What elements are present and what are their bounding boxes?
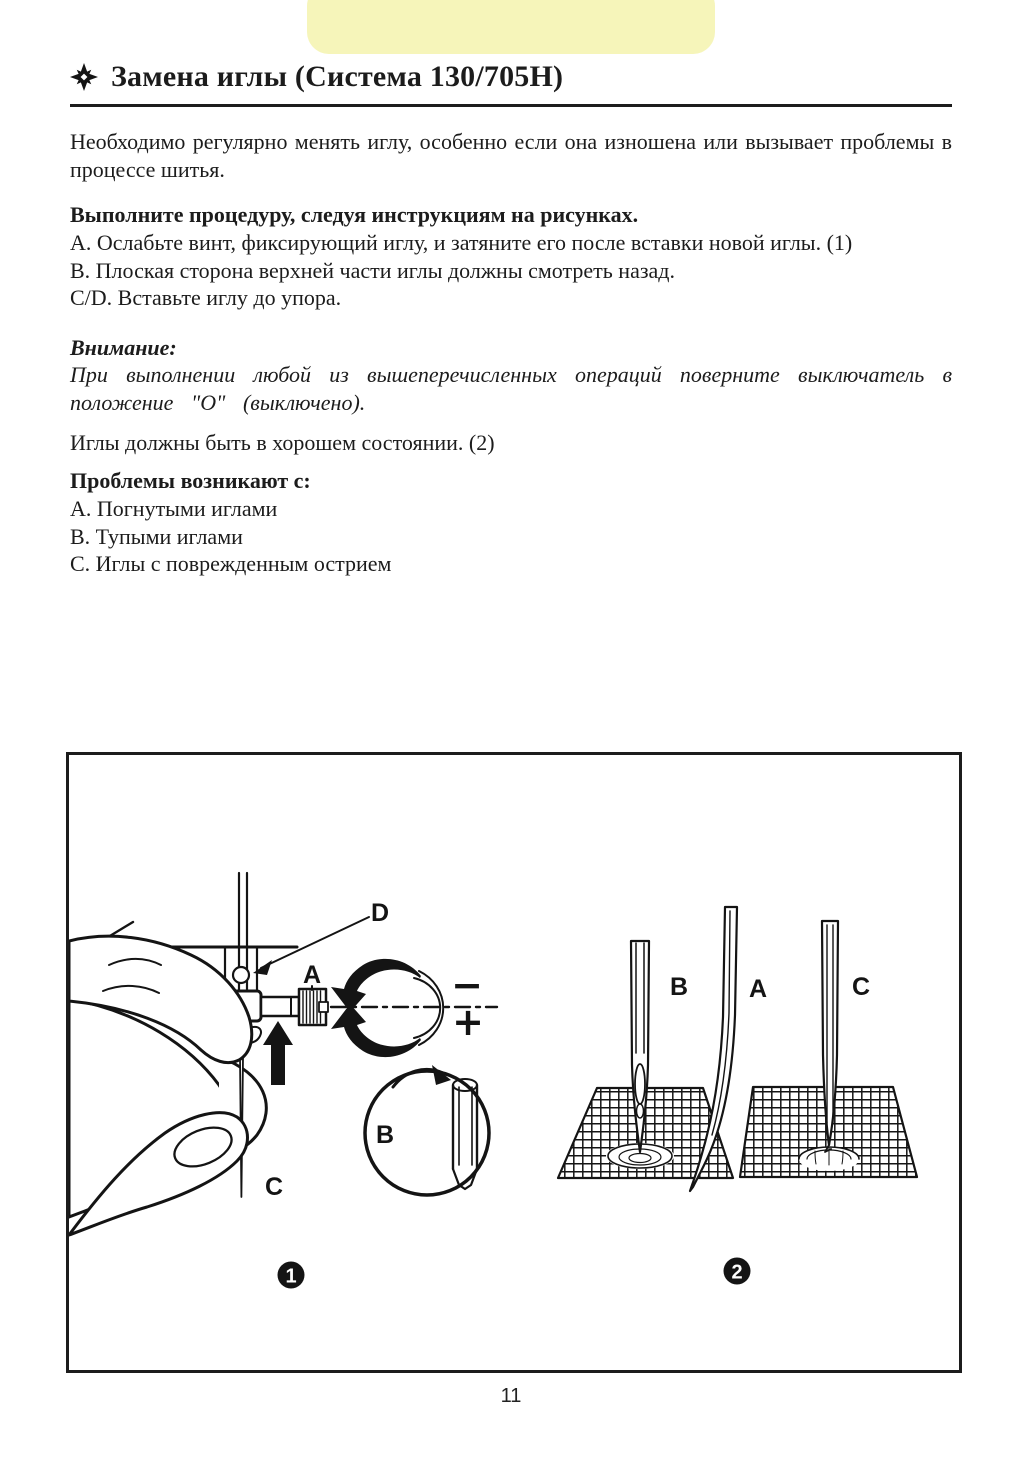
plus-sign: + (452, 1000, 484, 1044)
problems-heading: Проблемы возникают с: (70, 468, 311, 493)
label-c: C (265, 1173, 284, 1201)
label-a: A (749, 975, 768, 1003)
warning-body: При выполнении любой из вышеперечисленных операций поверните выключатель в положение "О" (выключено). (70, 362, 952, 415)
needle-flat-side-inset (365, 1065, 489, 1195)
procedure-step: C/D. Вставьте иглу до упора. (70, 285, 342, 311)
label-c: C (852, 973, 871, 1001)
label-d: D (371, 899, 390, 927)
title-divider (70, 104, 952, 107)
condition-note: Иглы должны быть в хорошем состоянии. (2) (70, 430, 495, 455)
panel2-damaged-needles (558, 907, 917, 1285)
star-icon (70, 63, 98, 91)
procedure-steps (70, 229, 952, 312)
needle-slot (233, 967, 249, 983)
intro-paragraph: Необходимо регулярно менять иглу, особенно если она изношена или вызывает проблемы в процессе шитья. (70, 129, 952, 182)
procedure-step: В. Плоская сторона верхней части иглы должны смотреть назад. (70, 257, 675, 283)
procedure-step: А. Ослабьте винт, фиксирующий иглу, и затяните его после вставки новой иглы. (1) (70, 230, 853, 255)
minus-sign: − (451, 963, 483, 1007)
procedure-heading: Выполните процедуру, следуя инструкциям на рисунках. (70, 202, 639, 227)
problem-item: А. Погнутыми иглами (70, 496, 278, 521)
svg-text:1: 1 (285, 1265, 297, 1288)
page-header (70, 60, 563, 94)
panel2-number-badge (724, 1258, 751, 1285)
up-arrow-icon (263, 1021, 293, 1085)
figure-illustration (69, 755, 959, 1370)
label-b: B (670, 973, 689, 1001)
problem-item: С. Иглы с поврежденным острием (70, 551, 392, 577)
rotation-direction-symbol (331, 959, 497, 1057)
problems-list (70, 495, 952, 578)
screw-notch (319, 1002, 328, 1012)
figure-box (66, 752, 962, 1373)
panel1-needle-replacement (69, 873, 497, 1289)
page-title: Замена иглы (Система 130/705H) (111, 60, 564, 93)
page-number: 11 (500, 1385, 522, 1407)
panel1-number-badge (278, 1262, 305, 1289)
svg-text:2: 2 (731, 1261, 743, 1284)
warning-heading: Внимание: (70, 335, 177, 360)
clamp-screw (261, 989, 328, 1025)
problem-item: В. Тупыми иглами (70, 523, 243, 549)
label-b-inset: B (375, 1121, 395, 1149)
yellow-highlight-tab (307, 0, 715, 54)
label-a: A (302, 961, 322, 989)
